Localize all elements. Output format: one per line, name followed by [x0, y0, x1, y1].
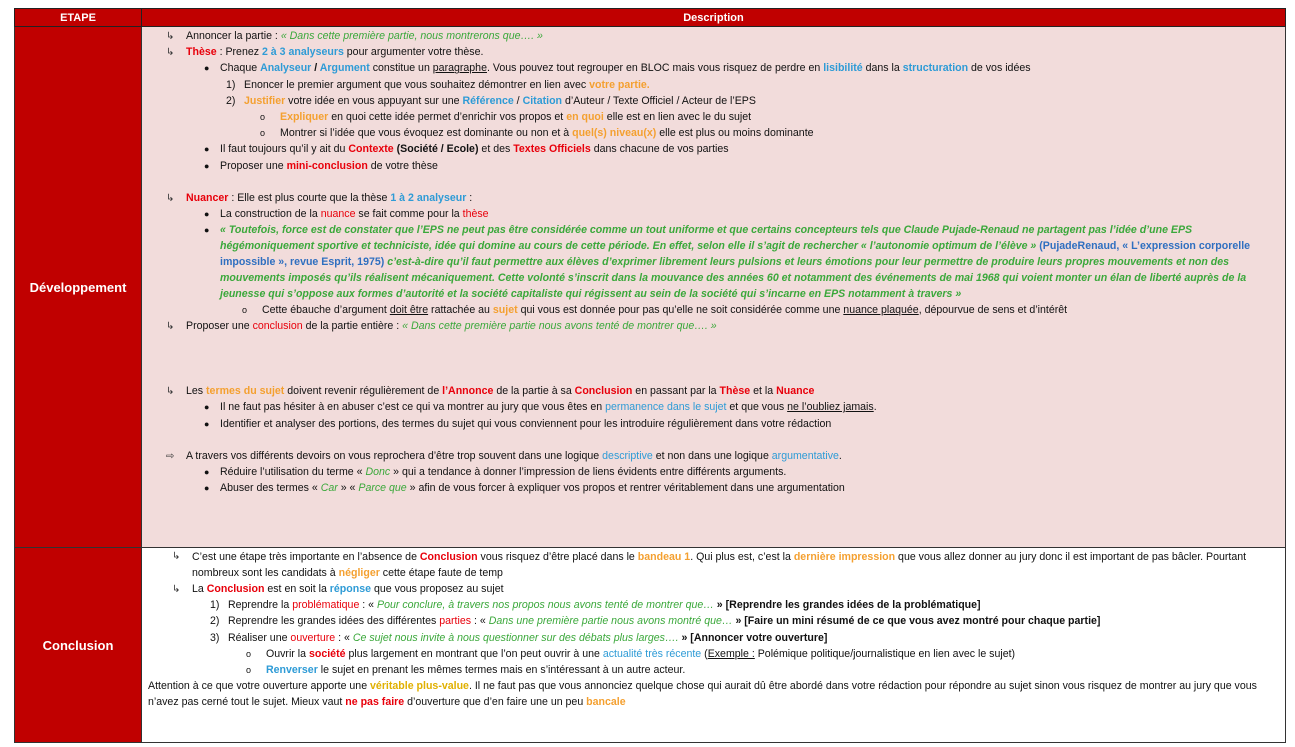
spacer	[142, 335, 1285, 351]
circle-bullet-icon: o	[242, 305, 248, 316]
bullet-icon: ●	[204, 63, 210, 74]
row-conclusion	[15, 548, 1286, 743]
label-developpement: Développement	[15, 27, 142, 548]
line-termes-sujet: ↳ Les termes du sujet doivent revenir régulièrement de l’Annonce de la partie à sa Conclusion en passant par la Thèse et la Nuance	[142, 383, 1285, 399]
header-etape: ETAPE	[15, 9, 142, 27]
line-ouverture: 3) Réaliser une ouverture : « Ce sujet nous invite à nous questionner sur des débats plus larges…. » [Annoncer votre ouverture]	[210, 631, 828, 644]
hook-arrow-icon: ↳	[166, 31, 175, 42]
methodology-table	[14, 8, 1286, 743]
content-developpement	[142, 27, 1286, 548]
hook-arrow-icon: ↳	[166, 386, 175, 398]
line-conclusion-reponse: ↳ La Conclusion est en soit la réponse que vous proposez au sujet	[142, 581, 1279, 597]
line-abuser: ● Il ne faut pas hésiter à en abuser c’est ce qui va montrer au jury que vous êtes en permanence dans le sujet et que vous ne l’oubliez jamais.	[142, 399, 1285, 415]
header-description: Description	[142, 9, 1286, 27]
circle-bullet-icon: o	[260, 111, 266, 122]
line-chaque-analyseur: ● Chaque Analyseur / Argument constitue un paragraphe. Vous pouvez tout regrouper en BLOC mais vous risquez de perdre en lisibilité dans la structuration de vos idées	[142, 60, 1285, 76]
bullet-icon: ●	[204, 225, 210, 236]
line-these: ↳ Thèse : Prenez 2 à 3 analyseurs pour argumenter votre thèse.	[142, 44, 1285, 60]
line-reduire-donc: ● Réduire l’utilisation du terme « Donc » qui a tendance à donner l’impression de liens évidents entre différents arguments.	[142, 464, 1285, 480]
bullet-icon: ●	[204, 467, 210, 478]
line-mini-conclusion: ● Proposer une mini-conclusion de votre thèse	[142, 158, 1285, 174]
line-car-parce-que: ● Abuser des termes « Car » « Parce que » afin de vous forcer à expliquer vos propos et rentrer véritablement dans une argumentation	[142, 480, 1285, 496]
line-enoncer: 1) Enoncer le premier argument que vous souhaitez démontrer en lien avec votre partie.	[226, 78, 650, 91]
hook-arrow-icon: ↳	[166, 192, 175, 204]
line-etape-importante: ↳ C’est une étape très importante en l’absence de Conclusion vous risquez d’être placé dans le bandeau 1. Qui plus est, c’est la dernière impression que vous allez donner au jury donc il est important de pas bâcler. Pourtant nombreux sont les candidats à négliger cette étape faute de temp	[172, 551, 1247, 579]
line-annoncer: ↳ Annoncer la partie : « Dans cette première partie, nous montrerons que…. »	[142, 28, 1285, 44]
line-problematique: 1) Reprendre la problématique : « Pour conclure, à travers nos propos nous avons tenté de montrer que… » [Reprendre les grandes idées de la problématique]	[210, 599, 981, 612]
line-renverser: o Renverser le sujet en prenant les mêmes termes mais en s’intéressant à un autre acteur.	[142, 662, 1279, 678]
bullet-icon: ●	[204, 483, 210, 494]
double-arrow-icon: ⇨	[166, 450, 175, 462]
line-montrer: o Montrer si l’idée que vous évoquez est dominante ou non et à quel(s) niveau(x) elle est plus ou moins dominante	[142, 125, 1285, 141]
hook-arrow-icon: ↳	[172, 551, 181, 562]
spacer	[142, 367, 1285, 383]
bullet-icon: ●	[204, 418, 210, 429]
bullet-icon: ●	[204, 402, 210, 413]
spacer	[142, 432, 1285, 448]
line-justifier: 2) Justifier votre idée en vous appuyant sur une Référence / Citation d’Auteur / Texte Officiel / Acteur de l’EPS	[226, 94, 756, 107]
row-developpement	[15, 27, 1286, 548]
line-ouvrir-societe: o Ouvrir la société plus largement en montrant que l’on peut ouvrir à une actualité très récente (Exemple : Polémique politique/journalistique en lien avec le sujet)	[142, 646, 1279, 662]
line-expliquer: o Expliquer en quoi cette idée permet d’enrichir vos propos et en quoi elle est en lien avec le du sujet	[142, 109, 1285, 125]
circle-bullet-icon: o	[246, 664, 252, 675]
line-ebauche: o Cette ébauche d’argument doit être rattachée au sujet qui vous est donnée pour pas qu’elle ne soit considérée comme une nuance plaquée, dépourvue de sens et d’intérêt	[142, 302, 1285, 318]
label-conclusion: Conclusion	[15, 548, 142, 743]
hook-arrow-icon: ↳	[166, 321, 175, 333]
spacer	[142, 351, 1285, 367]
bullet-icon: ●	[204, 209, 210, 220]
header-row	[15, 9, 1286, 27]
line-parties: 2) Reprendre les grandes idées des différentes parties : « Dans une première partie nous avons montré que… » [Faire un mini résumé de ce que vous avez montré pour chaque partie]	[210, 615, 1101, 628]
hook-arrow-icon: ↳	[166, 47, 175, 59]
line-a-travers: ⇨ A travers vos différents devoirs on vous reprochera d’être trop souvent dans une logique descriptive et non dans une logique argumentative.	[142, 448, 1285, 464]
line-contexte: ● Il faut toujours qu’il y ait du Contexte (Société / Ecole) et des Textes Officiels dans chacune de vos parties	[142, 141, 1285, 157]
hook-arrow-icon: ↳	[172, 584, 181, 595]
line-identifier: ● Identifier et analyser des portions, des termes du sujet qui vous conviennent pour les introduire régulièrement dans votre rédaction	[142, 416, 1285, 432]
content-conclusion	[142, 548, 1286, 743]
bullet-icon: ●	[204, 160, 210, 171]
circle-bullet-icon: o	[246, 648, 252, 659]
spacer	[142, 174, 1285, 190]
bullet-icon: ●	[204, 144, 210, 155]
line-construction-nuance: ● La construction de la nuance se fait comme pour la thèse	[142, 206, 1285, 222]
line-proposer-conclusion: ↳ Proposer une conclusion de la partie entière : « Dans cette première partie nous avons tenté de montrer que…. »	[142, 318, 1285, 334]
line-nuancer: ↳ Nuancer : Elle est plus courte que la thèse 1 à 2 analyseur :	[142, 190, 1285, 206]
line-quote-example: ● « Toutefois, force est de constater que l’EPS ne peut pas être considérée comme un tout uniforme et que certains concepteurs tels que Claude Pujade-Renaud ne partagent pas l’idée d’une EPS hégémoniquement sportive et techniciste, idée qui domine au cours de cette période. En effet, selon elle il s’agit de rechercher « l’autonomie optimum de l’élève » (PujadeRenaud, « L’expression corporelle impossible », revue Esprit, 1975) c’est-à-dire qu’il faut permettre aux élèves d’exprimer librement leurs pulsions et leurs émotions pour leur permettre de produire leurs propres mouvements et non des mouvements imposés qu’ils réalisent mécaniquement. Cette volonté s’inscrit dans la mouvance des années 60 et notamment des événements de mai 1968 qui voient monter un élan de liberté auprès de la jeunesse qui s’oppose aux formes d’autorité et la société capitaliste qui régissent au sein de la société qui s’incarne en EPS notamment à travers »	[204, 224, 1251, 301]
circle-bullet-icon: o	[260, 128, 266, 139]
line-attention: Attention à ce que votre ouverture apporte une véritable plus-value. Il ne faut pas que vous annonciez quelque chose qui aurait dû être abordé dans votre rédaction pour répondre au sujet sinon vous risquez de montrer au jury que vous n’avez pas cerné tout le sujet. Mieux vaut ne pas faire d’ouverture que d’en faire une un peu bancale	[148, 680, 1257, 709]
